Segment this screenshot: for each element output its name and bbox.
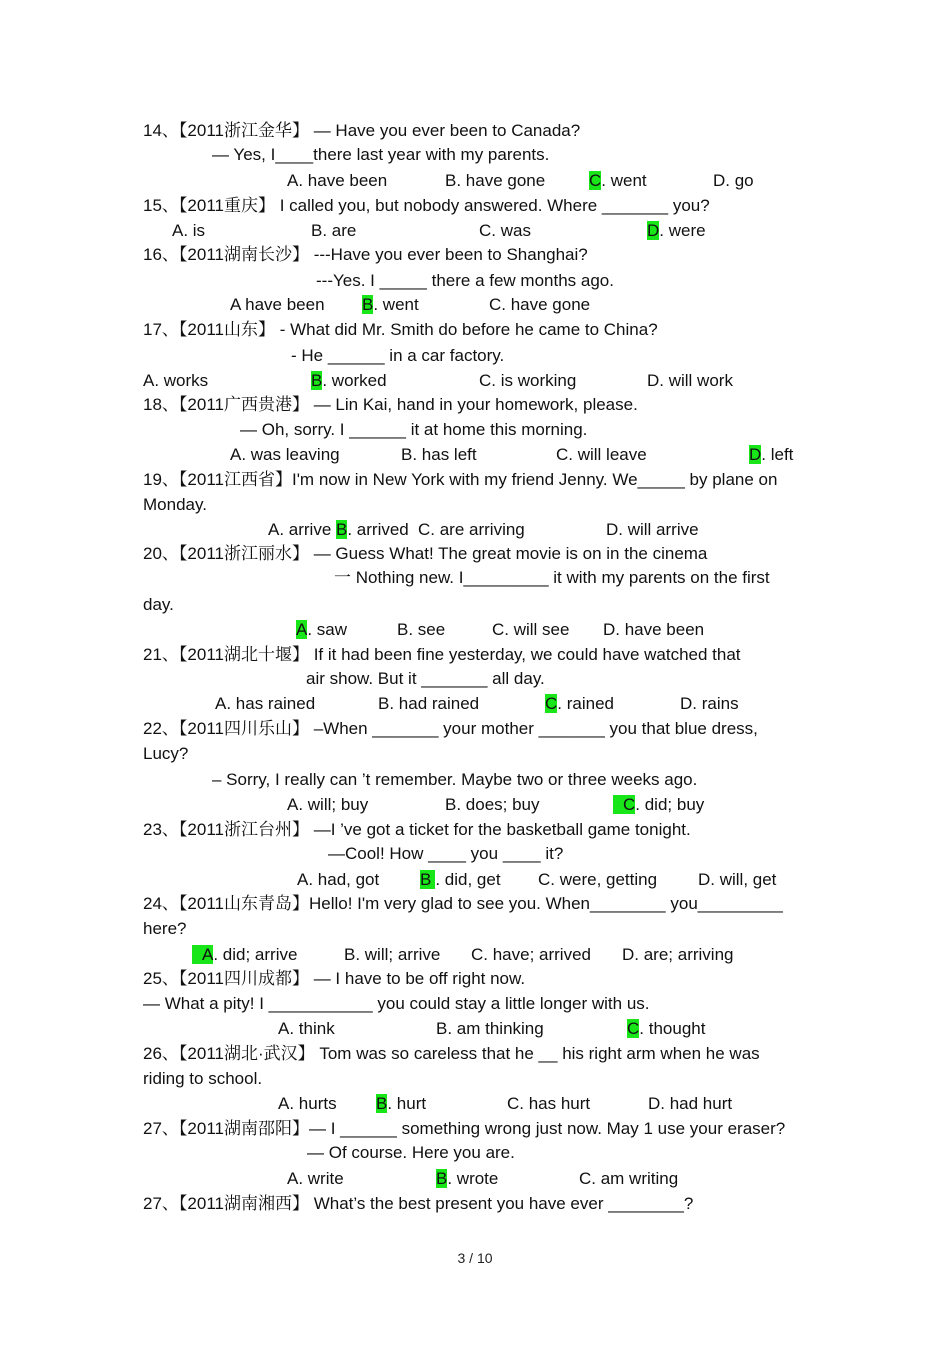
q27a-option-c: C. am writing <box>579 1169 679 1188</box>
q19-option-a: A. arrive <box>268 520 332 539</box>
q17-option-a: A. works <box>143 371 209 390</box>
answer-highlight: B <box>336 520 348 539</box>
answer-highlight: B <box>311 371 323 390</box>
q16-stem: 16、【2011湖南长沙】 ---Have you ever been to Shanghai? <box>143 245 588 264</box>
q15-option-b: B. are <box>311 221 357 240</box>
q18-option-d: D. left <box>749 445 794 464</box>
q16-option-a: A have been <box>230 295 325 314</box>
q15-option-d: D. were <box>647 221 706 240</box>
answer-highlight: B <box>420 870 435 889</box>
q17-option-b: B. worked <box>311 371 387 390</box>
answer-highlight: B <box>436 1169 448 1188</box>
q23-stem: 23、【2011浙江台州】 —I ’ve got a ticket for the basketball game tonight. <box>143 820 691 839</box>
q21-option-b: B. had rained <box>378 694 480 713</box>
q26-option-c: C. has hurt <box>507 1094 591 1113</box>
q26-stem: 26、【2011湖北·武汉】 Tom was so careless that he __ his right arm when he was <box>143 1044 760 1063</box>
q15-stem: 15、【2011重庆】 I called you, but nobody answered. Where _______ you? <box>143 196 710 215</box>
q24-stem: 24、【2011山东青岛】Hello! I'm very glad to see you. When________ you_________ <box>143 894 783 913</box>
q17-stem: 17、【2011山东】 - What did Mr. Smith do before he came to China? <box>143 320 658 339</box>
q14-option-d: D. go <box>713 171 754 190</box>
q25-option-a: A. think <box>278 1019 335 1038</box>
q19-stem: 19、【2011江西省】I'm now in New York with my friend Jenny. We_____ by plane on <box>143 470 778 489</box>
q14-stem: 14、【2011浙江金华】 — Have you ever been to Canada? <box>143 121 581 140</box>
q23-option-b: B . did, get <box>420 870 501 889</box>
q21-stem: 21、【2011湖北十堰】 If it had been fine yesterday, we could have watched that <box>143 645 741 664</box>
q16-stem-2: ---Yes. I _____ there a few months ago. <box>316 271 614 290</box>
q27a-stem-2: — Of course. Here you are. <box>307 1143 515 1162</box>
q17-stem-2: - He ______ in a car factory. <box>291 346 505 365</box>
q25-option-b: B. am thinking <box>436 1019 544 1038</box>
q24-option-d: D. are; arriving <box>622 945 734 964</box>
q15-option-c: C. was <box>479 221 531 240</box>
q22-option-b: B. does; buy <box>445 795 540 814</box>
q22-stem: 22、【2011四川乐山】 –When _______ your mother _______ you that blue dress, <box>143 719 758 738</box>
q21-option-a: A. has rained <box>215 694 316 713</box>
q27a-option-b: B. wrote <box>436 1169 499 1188</box>
answer-highlight: B <box>376 1094 388 1113</box>
q21-option-d: D. rains <box>680 694 739 713</box>
q20-stem: 20、【2011浙江丽水】 — Guess What! The great movie is on in the cinema <box>143 544 708 563</box>
q21-stem-2: air show. But it _______ all day. <box>306 669 545 688</box>
q20-option-c: C. will see <box>492 620 570 639</box>
answer-highlight: C <box>627 1019 640 1038</box>
q22-option-a: A. will; buy <box>287 795 369 814</box>
q24-option-c: C. have; arrived <box>471 945 591 964</box>
q16-option-c: C. have gone <box>489 295 591 314</box>
page-number: 3 / 10 <box>457 1250 493 1266</box>
q14-stem-2: — Yes, I____there last year with my parents. <box>212 145 550 164</box>
q27b-stem: 27、【2011湖南湘西】 What’s the best present you have ever ________? <box>143 1194 694 1213</box>
q19-option-d: D. will arrive <box>606 520 699 539</box>
q18-option-b: B. has left <box>401 445 477 464</box>
q18-option-a: A. was leaving <box>230 445 340 464</box>
q26-stem-2: riding to school. <box>143 1069 263 1088</box>
q27a-option-a: A. write <box>287 1169 344 1188</box>
q25-stem: 25、【2011四川成都】 — I have to be off right now. <box>143 969 526 988</box>
answer-highlight: A <box>296 620 308 639</box>
answer-highlight: D <box>749 445 762 464</box>
q20-option-d: D. have been <box>603 620 705 639</box>
q14-option-a: A. have been <box>287 171 388 190</box>
q18-option-c: C. will leave <box>556 445 647 464</box>
q19-option-c: C. are arriving <box>418 520 525 539</box>
q20-option-a: A. saw <box>296 620 348 639</box>
q20-option-b: B. see <box>397 620 446 639</box>
q24-option-a: A. did; arrive <box>192 944 297 966</box>
answer-highlight: C <box>589 171 602 190</box>
q22-stem-2: Lucy? <box>143 744 189 763</box>
q21-option-c: C. rained <box>545 694 614 713</box>
answer-highlight: C <box>613 795 635 814</box>
q23-stem-2: —Cool! How ____ you ____ it? <box>328 844 564 863</box>
q24-stem-2: here? <box>143 919 187 938</box>
q17-option-d: D. will work <box>647 371 733 390</box>
q23-option-a: A. had, got <box>297 870 380 889</box>
answer-highlight: B <box>362 295 374 314</box>
answer-highlight: A <box>192 945 213 964</box>
q27a-stem: 27、【2011湖南邵阳】— I ______ something wrong just now. May 1 use your eraser? <box>143 1119 786 1138</box>
q26-option-d: D. had hurt <box>648 1094 733 1113</box>
q20-stem-3: day. <box>143 595 174 614</box>
q14-option-c: C. went <box>589 171 647 190</box>
q25-option-c: C. thought <box>627 1019 706 1038</box>
q18-stem: 18、【2011广西贵港】 — Lin Kai, hand in your homework, please. <box>143 395 638 414</box>
q20-stem-2: 一 Nothing new. I_________ it with my parents on the first <box>334 568 770 587</box>
q18-stem-2: — Oh, sorry. I ______ it at home this morning. <box>240 420 588 439</box>
answer-highlight: C <box>545 694 558 713</box>
q26-option-b: B. hurt <box>376 1094 427 1113</box>
q16-option-b: B. went <box>362 295 419 314</box>
q23-option-c: C. were, getting <box>538 870 658 889</box>
q14-option-b: B. have gone <box>445 171 546 190</box>
q17-option-c: C. is working <box>479 371 577 390</box>
q22-stem-3: – Sorry, I really can ’t remember. Maybe two or three weeks ago. <box>212 770 698 789</box>
q15-option-a: A. is <box>172 221 206 240</box>
q19-option-b: B. arrived <box>336 520 409 539</box>
q26-option-a: A. hurts <box>278 1094 337 1113</box>
q19-stem-2: Monday. <box>143 495 207 514</box>
q23-option-d: D. will, get <box>698 870 777 889</box>
q22-option-c: C. did; buy <box>613 794 704 816</box>
q25-stem-2: — What a pity! I ___________ you could stay a little longer with us. <box>143 994 650 1013</box>
q24-option-b: B. will; arrive <box>344 945 441 964</box>
answer-highlight: D <box>647 221 660 240</box>
